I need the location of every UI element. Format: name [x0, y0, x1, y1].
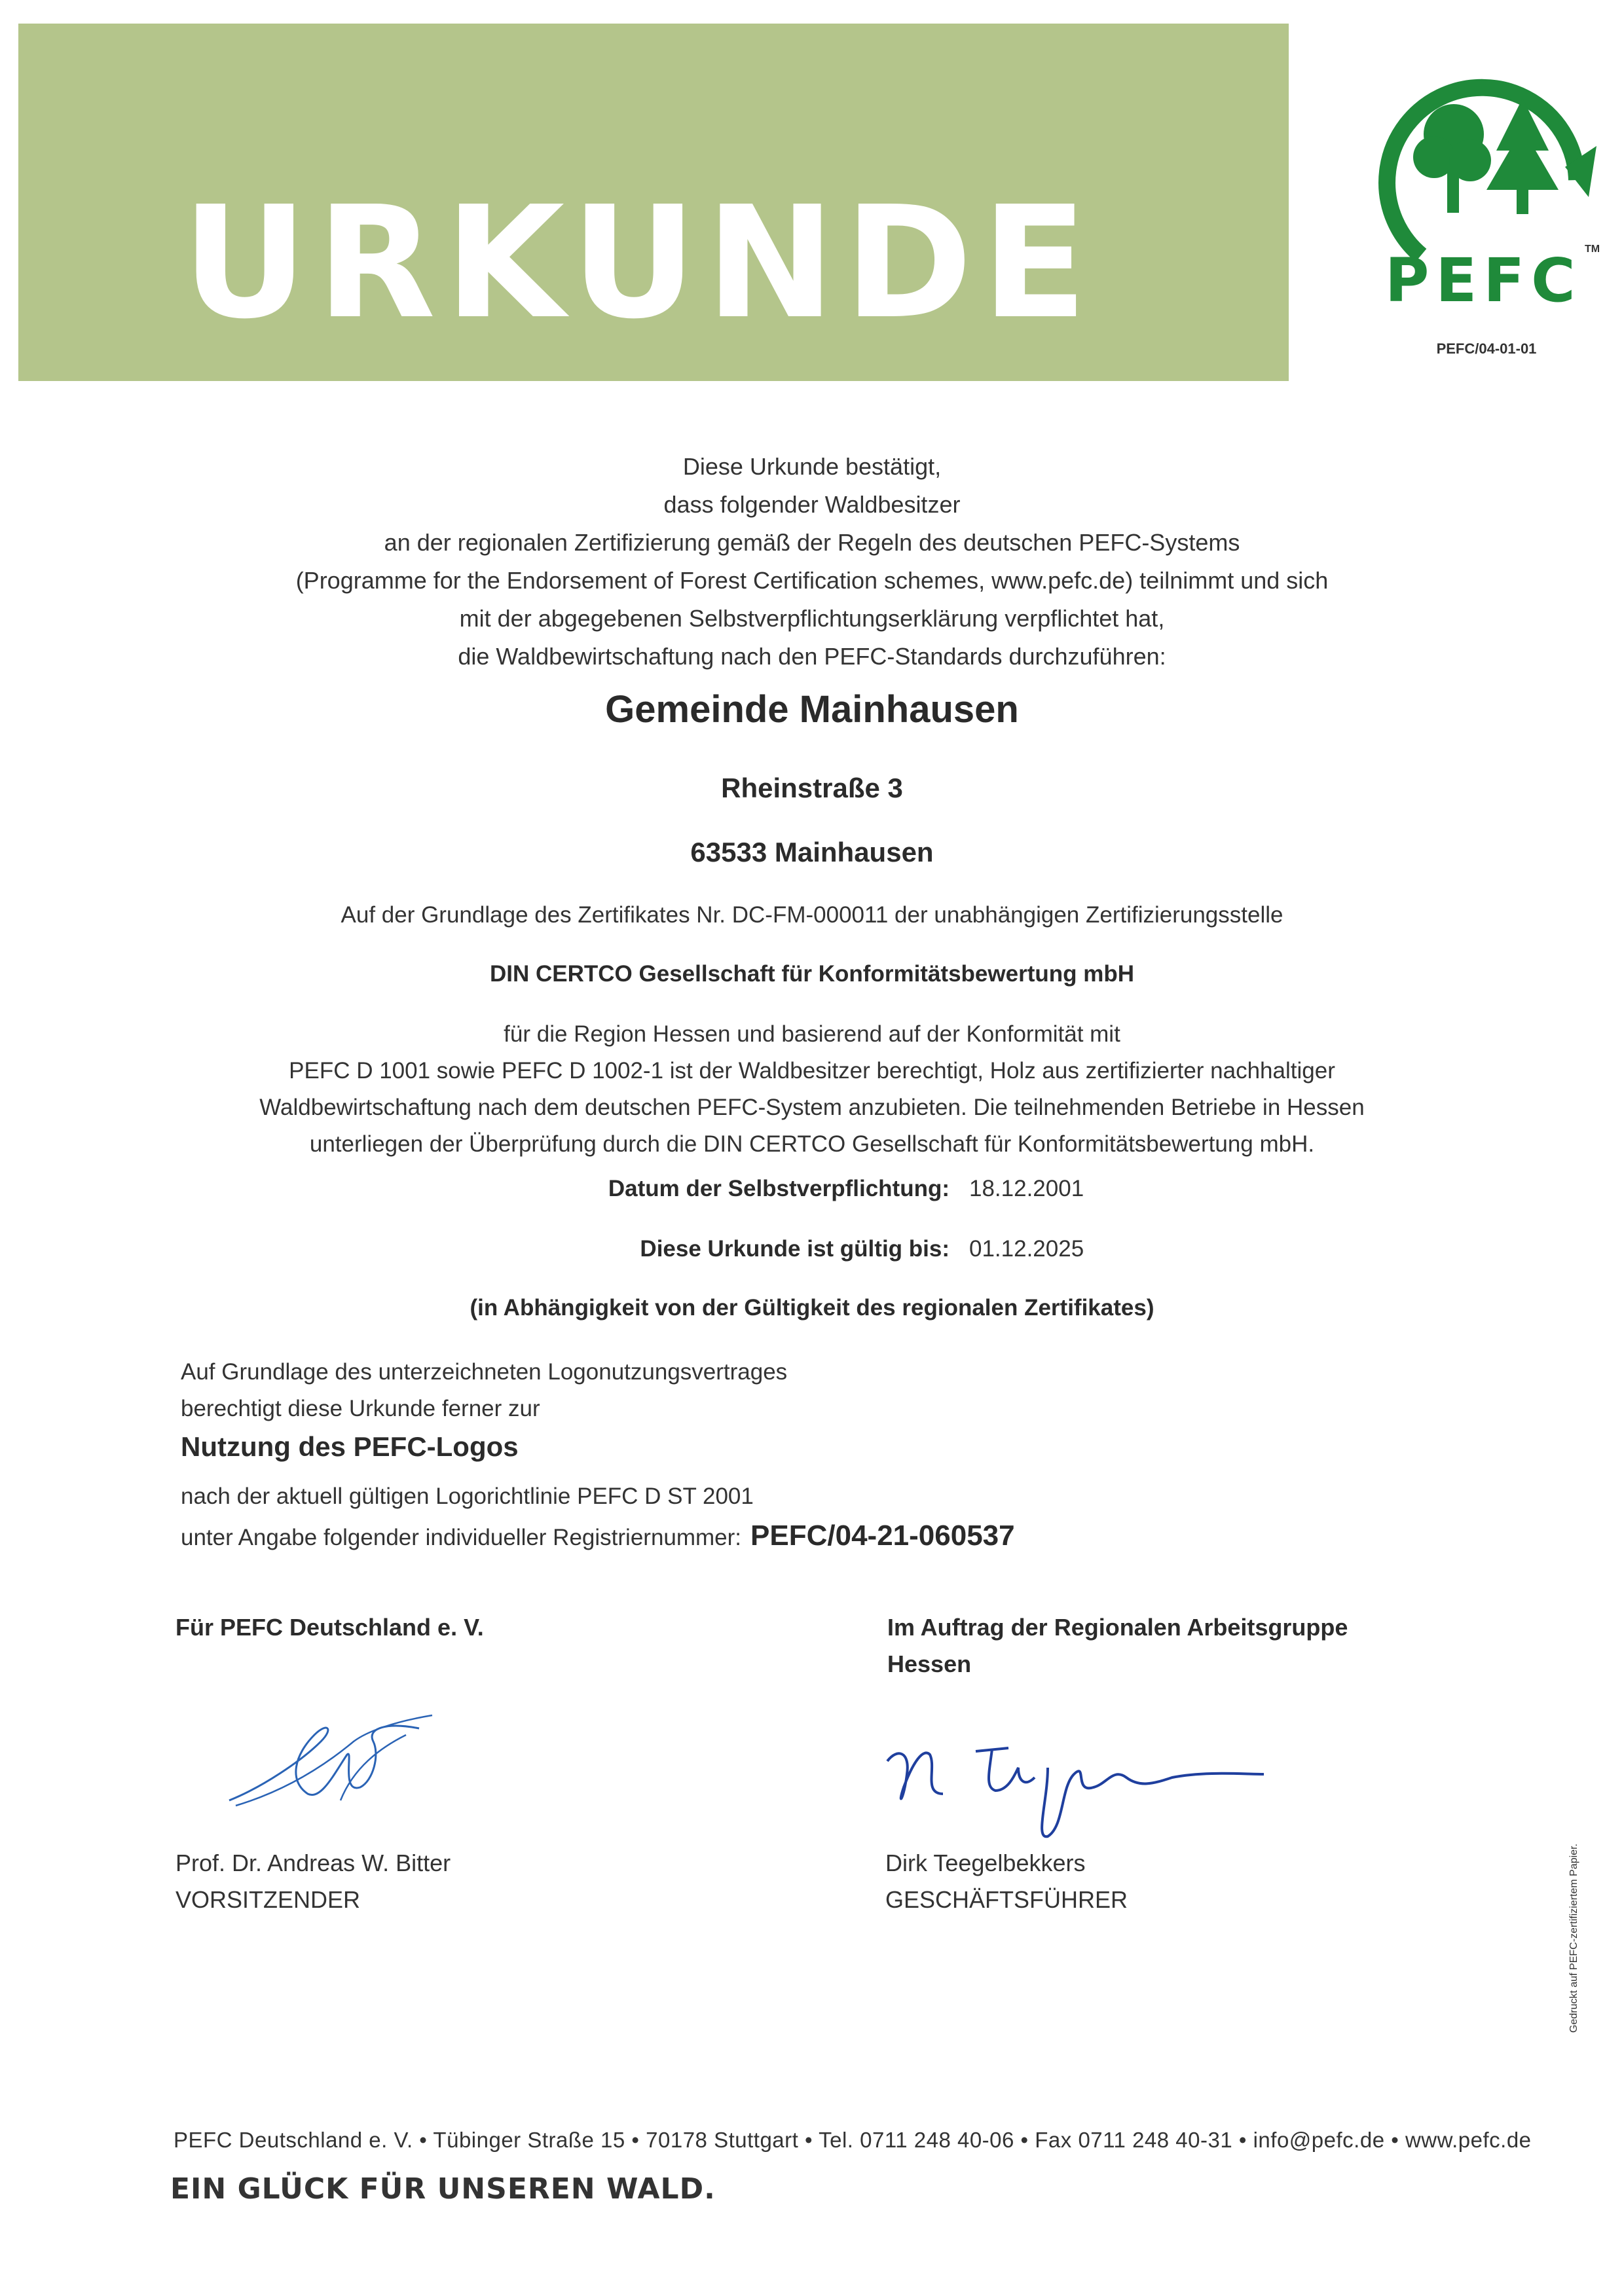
right-signatory-role: GESCHÄFTSFÜHRER — [885, 1886, 1128, 1913]
title-banner — [18, 24, 1289, 381]
intro-line: dass folgender Waldbesitzer — [663, 491, 961, 518]
certification-body: DIN CERTCO Gesellschaft für Konformitätsbewertung mbH — [490, 961, 1134, 987]
region-line: PEFC D 1001 sowie PEFC D 1002-1 ist der Waldbesitzer berechtigt, Holz aus zertifizierter nachhaltiger — [289, 1058, 1335, 1084]
logo-code: PEFC/04-01-01 — [1436, 340, 1537, 357]
region-line: unterliegen der Überprüfung durch die DIN CERTCO Gesellschaft für Konformitätsbewertung mbH. — [309, 1131, 1315, 1157]
right-signature-heading-line1: Im Auftrag der Regionalen Arbeitsgruppe — [887, 1614, 1348, 1641]
intro-line: an der regionalen Zertifizierung gemäß der Regeln des deutschen PEFC-Systems — [384, 529, 1240, 556]
intro-line: Diese Urkunde bestätigt, — [682, 453, 942, 480]
intro-line: (Programme for the Endorsement of Forest Certification schemes, www.pefc.de) teilnimmt und sich — [295, 567, 1329, 594]
holder-name: Gemeinde Mainhausen — [605, 688, 1019, 731]
logo-use-line: berechtigt diese Urkunde ferner zur — [181, 1396, 540, 1421]
registration-number: PEFC/04-21-060537 — [750, 1520, 1015, 1552]
logo-wordmark: PEFC — [1385, 246, 1582, 316]
commitment-date-value: 18.12.2001 — [969, 1176, 1084, 1201]
valid-until-label: Diese Urkunde ist gültig bis: — [640, 1236, 950, 1262]
pefc-tree-logo-icon — [1369, 69, 1600, 316]
valid-until-value: 01.12.2025 — [969, 1236, 1084, 1262]
logo-use-line: Auf Grundlage des unterzeichneten Logonutzungsvertrages — [181, 1359, 788, 1385]
left-signature — [223, 1702, 439, 1820]
commitment-date-label: Datum der Selbstverpflichtung: — [608, 1176, 950, 1201]
certificate-basis: Auf der Grundlage des Zertifikates Nr. DC-FM-000011 der unabhängigen Zertifizierungsstelle — [341, 902, 1283, 928]
logo-use-title: Nutzung des PEFC-Logos — [181, 1431, 519, 1462]
intro-text — [157, 448, 1467, 676]
footer-claim: EIN GLÜCK FÜR UNSEREN WALD. — [170, 2172, 716, 2206]
validity-note: (in Abhängigkeit von der Gültigkeit des regionalen Zertifikates) — [470, 1295, 1154, 1321]
page-title: URKUNDE — [182, 173, 1097, 353]
region-text — [157, 1016, 1467, 1163]
right-signature — [877, 1722, 1270, 1853]
logo-use-text — [181, 1354, 787, 1427]
footer-address: PEFC Deutschland e. V. • Tübinger Straße 15 • 70178 Stuttgart • Tel. 0711 248 40-06 • Fax 0711 248 40-31 • info@pefc.de • www.pefc.de — [174, 2128, 1532, 2152]
intro-line: die Waldbewirtschaftung nach den PEFC-Standards durchzuführen: — [458, 643, 1166, 670]
holder-street: Rheinstraße 3 — [721, 773, 903, 803]
left-signature-heading: Für PEFC Deutschland e. V. — [175, 1614, 484, 1641]
left-signatory-name: Prof. Dr. Andreas W. Bitter — [175, 1850, 451, 1876]
region-line: Waldbewirtschaftung nach dem deutschen PEFC-System anzubieten. Die teilnehmenden Betriebe in Hessen — [259, 1095, 1365, 1120]
left-signatory-role: VORSITZENDER — [175, 1886, 361, 1913]
logo-guideline: nach der aktuell gültigen Logorichtlinie PEFC D ST 2001 — [181, 1484, 754, 1509]
right-signature-heading-line2: Hessen — [887, 1650, 972, 1677]
printed-on-note: Gedruckt auf PEFC-zertifiziertem Papier. — [1568, 1844, 1579, 2033]
intro-line: mit der abgegebenen Selbstverpflichtungserklärung verpflichtet hat, — [459, 605, 1165, 632]
logo-trademark: TM — [1585, 244, 1600, 255]
right-signatory-name: Dirk Teegelbekkers — [885, 1850, 1086, 1876]
registration-label: unter Angabe folgender individueller Registriernummer: — [181, 1525, 742, 1550]
holder-city: 63533 Mainhausen — [690, 837, 934, 867]
registration-line — [181, 1516, 1015, 1558]
region-line: für die Region Hessen und basierend auf der Konformität mit — [504, 1021, 1120, 1047]
